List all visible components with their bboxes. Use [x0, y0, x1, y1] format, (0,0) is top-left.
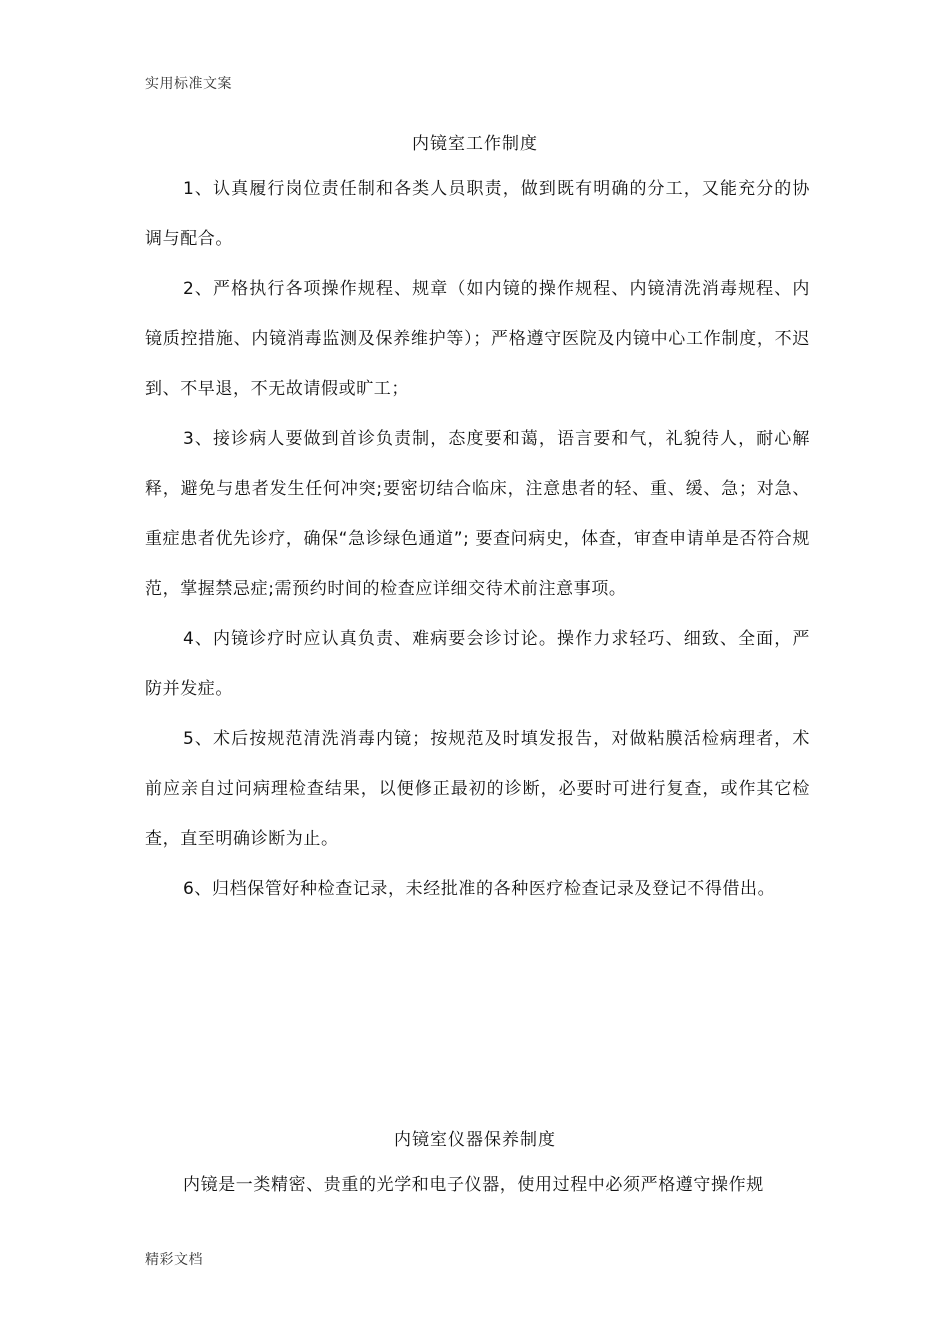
page-header: 实用标准文案 — [145, 76, 232, 92]
paragraph-rule-1: 1、认真履行岗位责任制和各类人员职责，做到既有明确的分工，又能充分的协调与配合。 — [145, 179, 810, 249]
paragraph-rule-6: 6、归档保管好种检查记录，未经批准的各种医疗检查记录及登记不得借出。 — [183, 879, 776, 899]
page-footer: 精彩文档 — [145, 1252, 203, 1268]
paragraph-rule-5: 5、术后按规范清洗消毒内镜；按规范及时填发报告，对做粘膜活检病理者，术前应亲自过问病理检查结果，以便修正最初的诊断，必要时可进行复查，或作其它检查，直至明确诊断为止。 — [145, 729, 810, 849]
paragraph-maintenance-intro: 内镜是一类精密、贵重的光学和电子仪器，使用过程中必须严格遵守操作规 — [183, 1175, 764, 1195]
section-title-maintenance-rules: 内镜室仪器保养制度 — [394, 1130, 556, 1150]
paragraph-rule-4: 4、内镜诊疗时应认真负责、难病要会诊讨论。操作力求轻巧、细致、全面，严防并发症。 — [145, 629, 810, 699]
paragraph-rule-3: 3、接诊病人要做到首诊负责制，态度要和蔼，语言要和气，礼貌待人，耐心解释，避免与患者发生任何冲突;要密切结合临床，注意患者的轻、重、缓、急；对急、重症患者优先诊疗，确保“急诊绿色通道”; 要查问病史，体查，审查申请单是否符合规范，掌握禁忌症;需预约时间的检查应详细交待术前注意事项。 — [145, 429, 810, 599]
paragraph-rule-2: 2、严格执行各项操作规程、规章（如内镜的操作规程、内镜清洗消毒规程、内镜质控措施、内镜消毒监测及保养维护等）；严格遵守医院及内镜中心工作制度，不迟到、不早退，不无故请假或旷工； — [145, 279, 810, 399]
section-body-maintenance-rules — [145, 1160, 810, 1210]
section-body-work-rules — [145, 164, 810, 914]
section-title-work-rules: 内镜室工作制度 — [412, 134, 538, 154]
